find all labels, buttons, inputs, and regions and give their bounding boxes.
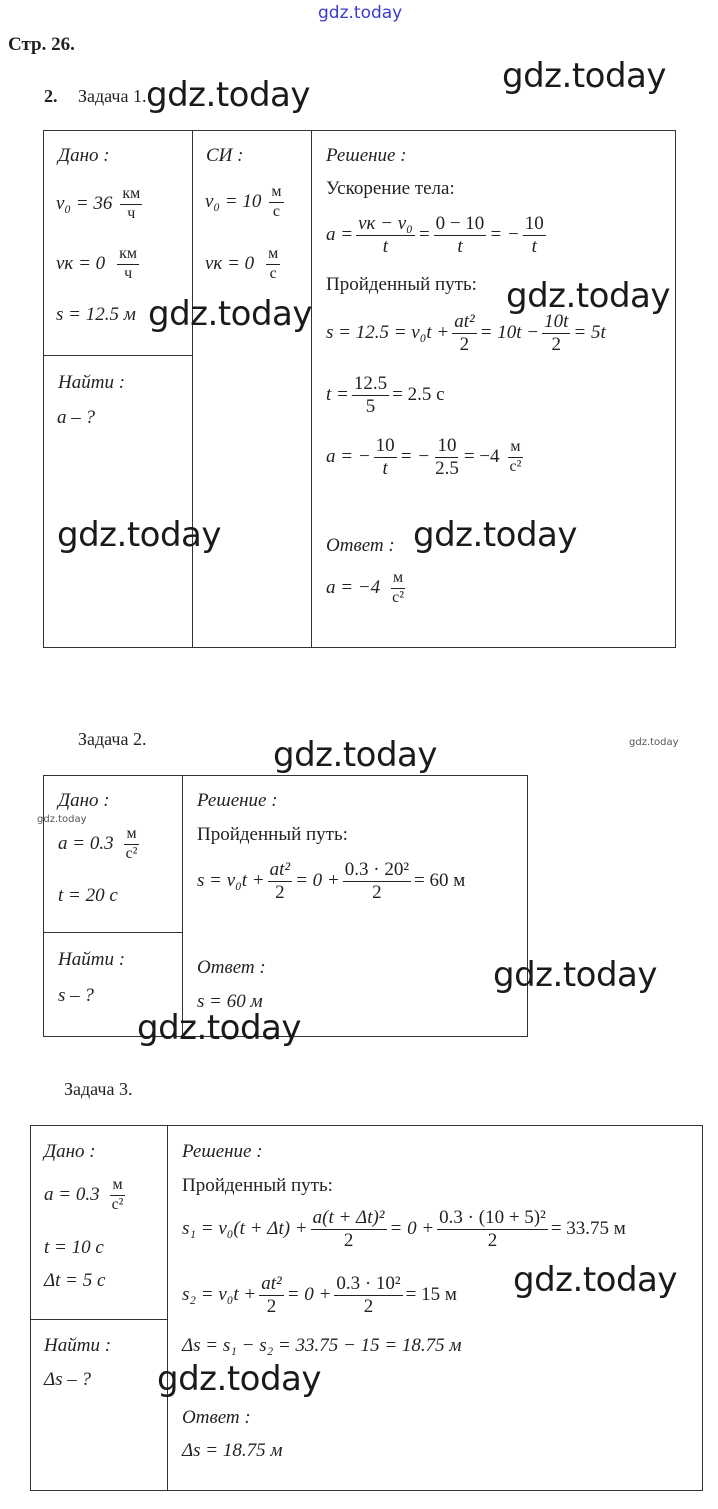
p1-dano-v0: v₀ = 36 $\frac{км}{ч}$: [56, 185, 141, 222]
top-watermark: gdz.today: [318, 3, 403, 23]
problem1-title: Задача 1.: [78, 86, 147, 106]
watermark: gdz.today: [157, 1359, 321, 1399]
p3-najti-head: Найти :: [44, 1335, 112, 1356]
p1-dano-vk: vк = 0 $\frac{км}{ч}$: [56, 245, 138, 282]
p2-dano-head: Дано :: [58, 790, 110, 811]
watermark: gdz.today: [137, 1008, 301, 1048]
p1-eq-a2: a = − $\frac{10}{t}$ = − $\frac{10}{2.5}$ = −4 $\frac{м}{\text{с²}}$: [326, 435, 522, 479]
p2-reshenie-head: Решение :: [197, 790, 278, 811]
p3-reshenie-head: Решение :: [182, 1141, 263, 1162]
p3-line1: Пройденный путь:: [182, 1175, 333, 1196]
p1-si-vk: vк = 0 $\frac{м}{с}$: [205, 245, 279, 282]
problem2-title: Задача 2.: [78, 729, 147, 749]
p1-si-head: СИ :: [206, 145, 244, 166]
p1-si-v0: v₀ = 10 $\frac{м}{с}$: [205, 183, 282, 220]
watermark-small: gdz.today: [37, 814, 87, 825]
watermark: gdz.today: [493, 955, 657, 995]
p2-najti-value: s – ?: [58, 985, 94, 1006]
watermark: gdz.today: [506, 276, 670, 316]
p2-dano-a: a = 0.3 $\frac{м}{\text{с²}}$: [58, 825, 138, 862]
p3-eq3: Δs = s₁ − s₂ = 33.75 − 15 = 18.75 м: [182, 1335, 462, 1356]
p3-dano-a: a = 0.3 $\frac{м}{\text{с²}}$: [44, 1176, 124, 1213]
p1-eq-a: a = $\frac{\text{vк − v₀}}{t}$ = $\frac{0 - 10}{t}$ = − $\frac{10}{t}$: [326, 213, 544, 257]
p2-dano-t: t = 20 с: [58, 885, 118, 906]
p3-dano-t: t = 10 с: [44, 1237, 104, 1258]
watermark: gdz.today: [146, 75, 310, 115]
watermark: gdz.today: [413, 515, 577, 555]
p3-najti-value: Δs – ?: [44, 1369, 92, 1390]
p1-najti-head: Найти :: [58, 372, 126, 393]
problem3-title: Задача 3.: [64, 1079, 133, 1099]
p2-answer: s = 60 м: [197, 991, 263, 1012]
p2-najti-head: Найти :: [58, 949, 126, 970]
problem1-number: 2.: [44, 86, 58, 106]
p3-eq1: s₁ = v₀(t + Δt) + $\frac{\text{a(t + Δt)²}}{2}$ = 0 + $\frac{\text{0.3 · (10 + 5)²}}{2}$ = 33.75 м: [182, 1207, 626, 1251]
page-label: Стр. 26.: [8, 34, 75, 55]
p3-answer: Δs = 18.75 м: [182, 1440, 283, 1461]
p1-najti-value: a – ?: [57, 407, 95, 428]
p1-eq-t: t = $\frac{12.5}{5}$ = 2.5 с: [326, 373, 445, 417]
watermark: gdz.today: [148, 294, 312, 334]
watermark-small: gdz.today: [629, 737, 679, 748]
p3-otvet-head: Ответ :: [182, 1407, 251, 1428]
watermark: gdz.today: [273, 735, 437, 775]
p1-answer: a = −4 $\frac{м}{\text{с²}}$: [326, 569, 405, 606]
watermark: gdz.today: [57, 515, 221, 555]
p1-dano-head: Дано :: [58, 145, 110, 166]
p1-otvet-head: Ответ :: [326, 535, 395, 556]
watermark: gdz.today: [502, 56, 666, 96]
p1-eq-s: s = 12.5 = v₀t + $\frac{\text{at²}}{2}$ = 10t − $\frac{10t}{2}$ = 5t: [326, 311, 606, 355]
p2-eq: s = v₀t + $\frac{\text{at²}}{2}$ = 0 + $\frac{\text{0.3 · 20²}}{2}$ = 60 м: [197, 859, 466, 903]
p2-otvet-head: Ответ :: [197, 957, 266, 978]
p1-line1: Ускорение тела:: [326, 178, 455, 199]
p3-dano-dt: Δt = 5 с: [44, 1270, 106, 1291]
p2-line1: Пройденный путь:: [197, 824, 348, 845]
p1-line2: Пройденный путь:: [326, 274, 477, 295]
p1-dano-s: s = 12.5 м: [56, 304, 136, 325]
p1-reshenie-head: Решение :: [326, 145, 407, 166]
p3-dano-head: Дано :: [44, 1141, 96, 1162]
watermark: gdz.today: [513, 1260, 677, 1300]
p3-eq2: s₂ = v₀t + $\frac{\text{at²}}{2}$ = 0 + $\frac{\text{0.3 · 10²}}{2}$ = 15 м: [182, 1273, 457, 1317]
